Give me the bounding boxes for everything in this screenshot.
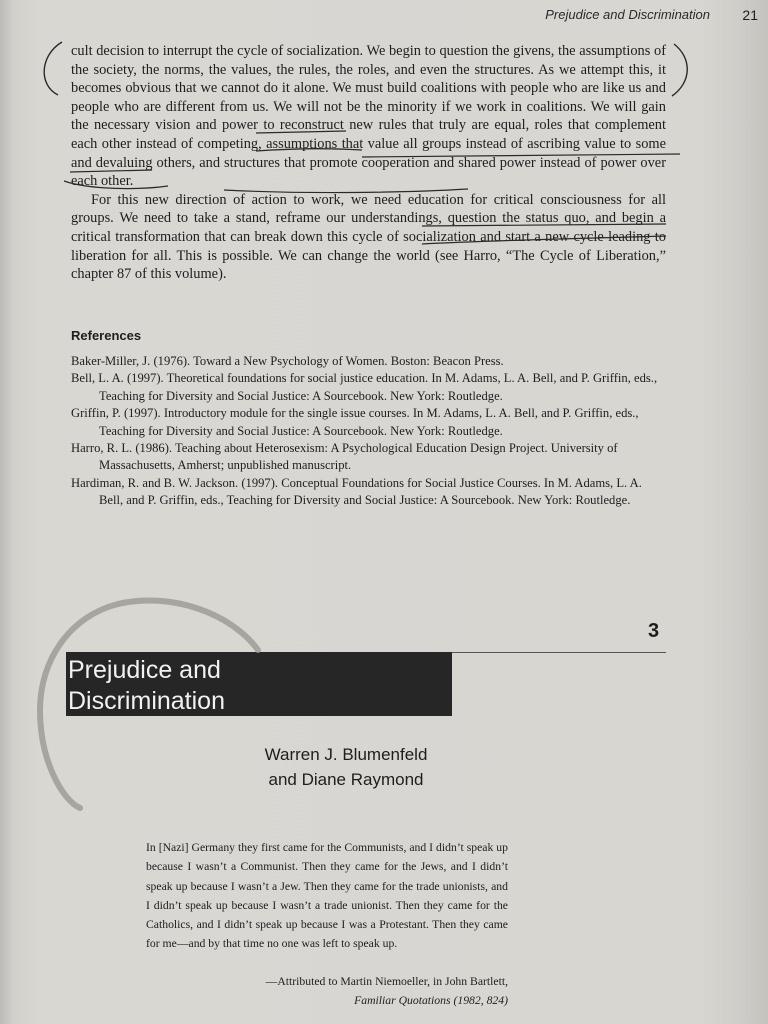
running-title: Prejudice and Discrimination: [545, 7, 710, 22]
epigraph: In [Nazi] Germany they first came for the Communists, and I didn’t speak up because I wasn’t a Communist. Then they came for the Jews, and I didn’t speak up because I wasn’t a Jew. Then they came for the trade unionists, and I didn’t speak up because I wasn’t a trade unionist. Then they came for the Catholics, and I didn’t speak up because I was a Protestant. Then they came for me—and by that time no one was left to speak up.: [146, 841, 508, 951]
chapter-title-line-1: Prejudice and: [68, 656, 221, 684]
chapter-number: 3: [648, 620, 660, 642]
reference-entry: Baker-Miller, J. (1976). Toward a New Psychology of Women. Boston: Beacon Press.: [71, 354, 504, 368]
author-line-2: and Diane Raymond: [268, 770, 424, 789]
reference-entry: Griffin, P. (1997). Introductory module for the single issue courses. In M. Adams, L. A. Bell, and P. Griffin, eds., Teaching for Diversity and Social Justice: A Sourcebook. New York: Routledge.: [71, 406, 639, 438]
margin-bracket-left: [44, 42, 62, 95]
chapter-title: [68, 655, 225, 717]
body-text: [71, 42, 666, 284]
title-rule: [452, 652, 666, 653]
paragraph-1: cult decision to interrupt the cycle of socialization. We begin to question the givens, the assumptions of the society, the norms, the values, the rules, the roles, and even the structures. As we attempt this, it becomes obvious that we cannot do it alone. We must build coalitions with people who are like us and people who are different from us. We will not be the minority if we work in coalitions. We will gain the necessary vision and power to reconstruct new rules that truly are equal, roles that complement each other instead of competing, assumptions that value all groups instead of ascribing value to some and devaluing others, and structures that promote cooperation and shared power instead of power over each other.: [71, 43, 666, 190]
page-number: 21: [742, 7, 758, 23]
reference-entry: Harro, R. L. (1986). Teaching about Heterosexism: A Psychological Education Design Project. University of Massachusetts, Amherst; unpublished manuscript.: [71, 441, 618, 473]
reference-entry: Bell, L. A. (1997). Theoretical foundations for social justice education. In M. Adams, L. A. Bell, and P. Griffin, eds., Teaching for Diversity and Social Justice: A Sourcebook. New York: Routledge.: [71, 371, 658, 403]
attribution-line-2: Familiar Quotations (1982, 824): [354, 994, 508, 1007]
references-heading: References: [71, 328, 142, 343]
author-line-1: Warren J. Blumenfeld: [264, 745, 428, 764]
paragraph-2: For this new direction of action to work, we need education for critical consciousness for all groups. We need to take a stand, reframe our understandings, question the status quo, and begin a critical transformation that can break down this cycle of socialization and start a new cycle leading to liberation for all. This is possible. We can change the world (see Harro, “The Cycle of Liberation,” chapter 87 of this volume).: [71, 191, 666, 283]
chapter-authors: [240, 742, 452, 792]
epigraph-attribution: [230, 972, 508, 1010]
attribution-line-1: —Attributed to Martin Niemoeller, in John Bartlett,: [265, 975, 508, 988]
margin-bracket-right: [672, 44, 687, 96]
reference-entry: Hardiman, R. and B. W. Jackson. (1997). Conceptual Foundations for Social Justice Courses. In M. Adams, L. A. Bell, and P. Griffin, eds., Teaching for Diversity and Social Justice: A Sourcebook. New York: Routledge.: [71, 475, 642, 508]
running-head: [545, 7, 710, 22]
chapter-title-line-2: Discrimination: [68, 687, 225, 715]
references-list: [71, 353, 666, 510]
